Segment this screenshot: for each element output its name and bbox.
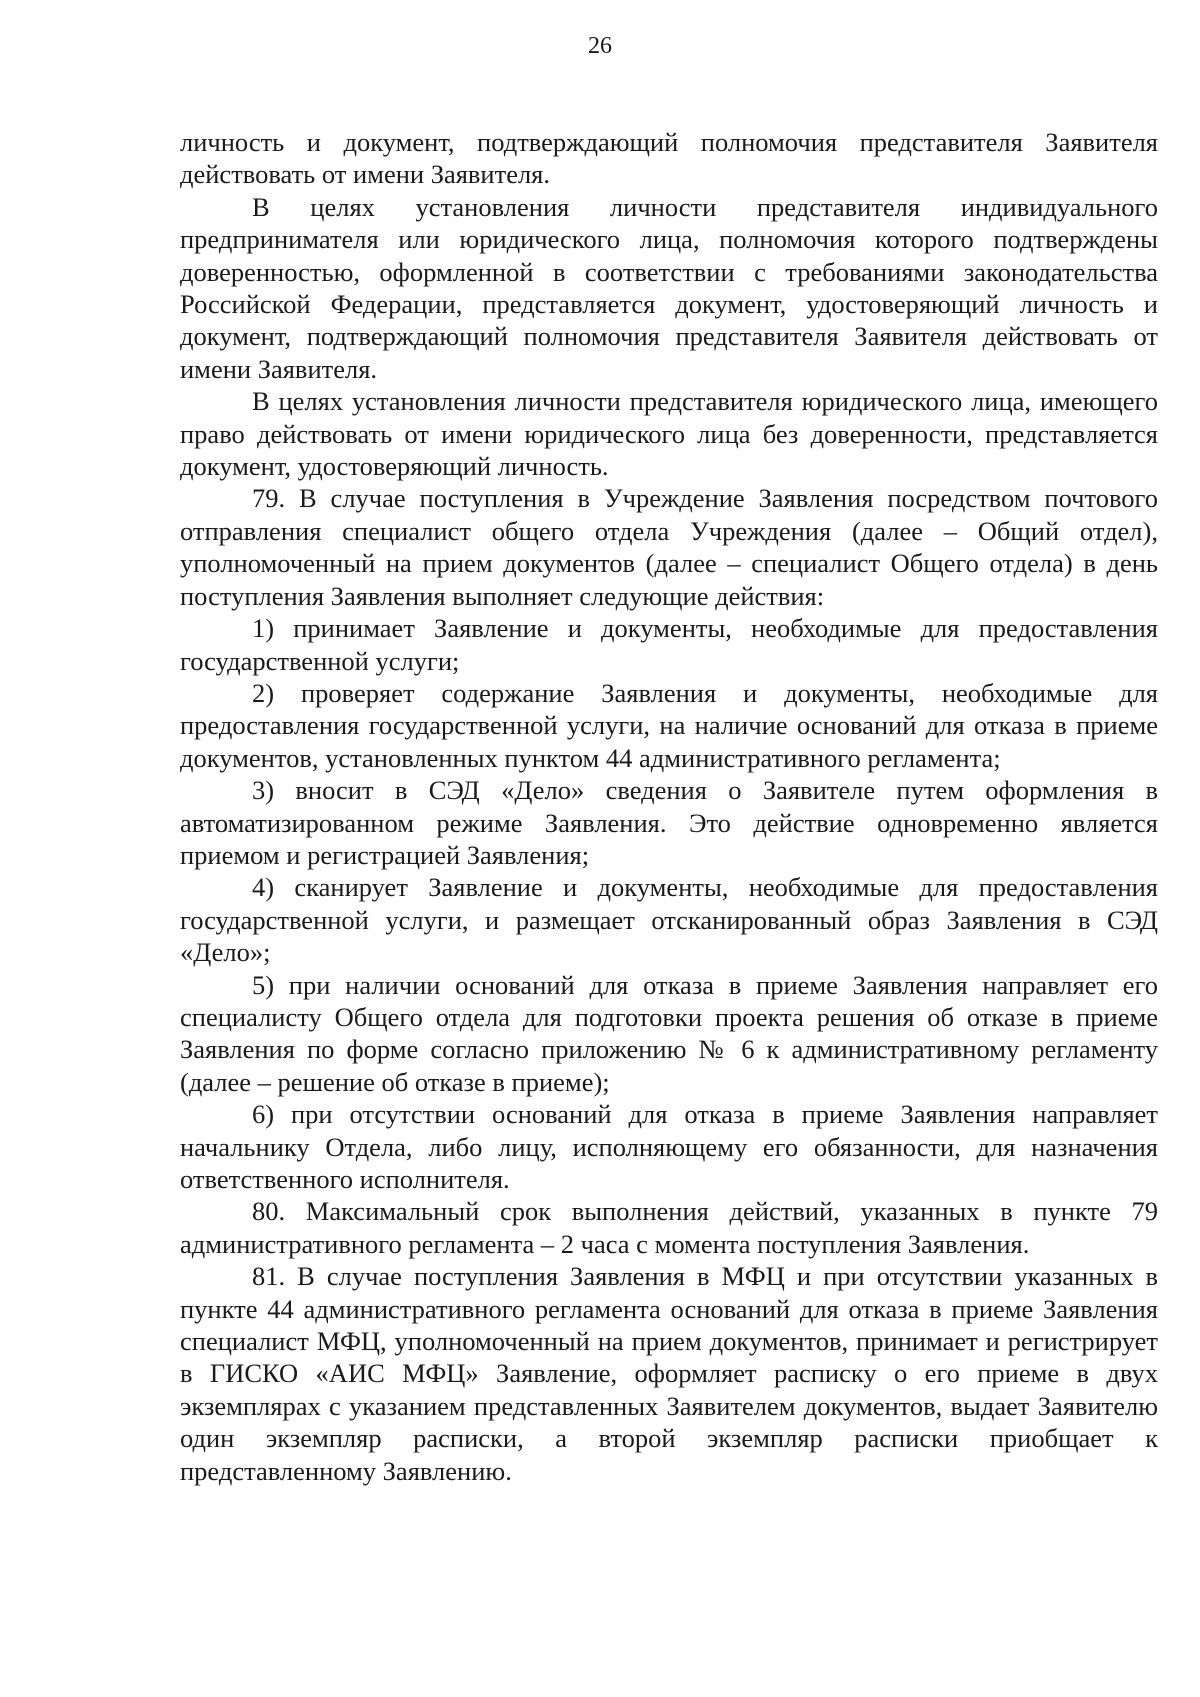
list-item-4: 4) сканирует Заявление и документы, необходимые для предоставления государственной услуги, и размещает отсканированный образ Заявления в СЭД «Дело»; <box>180 872 1158 968</box>
list-item-6: 6) при отсутствии оснований для отказа в приеме Заявления направляет начальнику Отдела, либо лицу, исполняющему его обязанности, для назначения ответственного исполнителя. <box>180 1099 1158 1194</box>
document-body <box>180 126 1158 1487</box>
paragraph-legal-entity-representative: В целях установления личности представителя юридического лица, имеющего право действовать от имени юридического лица без доверенности, представляется документ, удостоверяющий личность. <box>180 386 1158 482</box>
paragraph-79: 79. В случае поступления в Учреждение Заявления посредством почтового отправления специалист общего отдела Учреждения (далее – Общий отдел), уполномоченный на прием документов (далее – специалист Общего отдела) в день поступления Заявления выполняет следующие действия: <box>180 483 1158 611</box>
paragraph-individual-entrepreneur-representative: В целях установления личности представителя индивидуального предпринимателя или юридического лица, полномочия которого подтверждены доверенностью, оформленной в соответствии с требованиями законодательства Российской Федерации, представляется документ, удостоверяющий личность и документ, подтверждающий полномочия представителя Заявителя действовать от имени Заявителя. <box>180 191 1158 384</box>
list-item-3: 3) вносит в СЭД «Дело» сведения о Заявителе путем оформления в автоматизированном режиме Заявления. Это действие одновременно является приемом и регистрацией Заявления; <box>180 775 1158 870</box>
list-item-5: 5) при наличии оснований для отказа в приеме Заявления направляет его специалисту Общего отдела для подготовки проекта решения об отказе в приеме Заявления по форме согласно приложению № 6 к административному регламенту (далее – решение об отказе в приеме); <box>180 969 1158 1097</box>
paragraph-continuation: личность и документ, подтверждающий полномочия представителя Заявителя действовать от имени Заявителя. <box>180 127 1158 190</box>
list-item-1: 1) принимает Заявление и документы, необходимые для предоставления государственной услуги; <box>180 613 1158 676</box>
page-number: 26 <box>588 33 612 59</box>
paragraph-81: 81. В случае поступления Заявления в МФЦ и при отсутствии указанных в пункте 44 административного регламента оснований для отказа в приеме Заявления специалист МФЦ, уполномоченный на прием документов, принимает и регистрирует в ГИСКО «АИС МФЦ» Заявление, оформляет расписку о его приеме в двух экземплярах с указанием представленных Заявителем документов, выдает Заявителю один экземпляр расписки, а второй экземпляр расписки приобщает к представленному Заявлению. <box>180 1261 1158 1486</box>
list-item-2: 2) проверяет содержание Заявления и документы, необходимые для предоставления государственной услуги, на наличие оснований для отказа в приеме документов, установленных пунктом 44 административного регламента; <box>180 677 1158 773</box>
paragraph-80: 80. Максимальный срок выполнения действий, указанных в пункте 79 административного регламента – 2 часа с момента поступления Заявления. <box>180 1196 1158 1259</box>
